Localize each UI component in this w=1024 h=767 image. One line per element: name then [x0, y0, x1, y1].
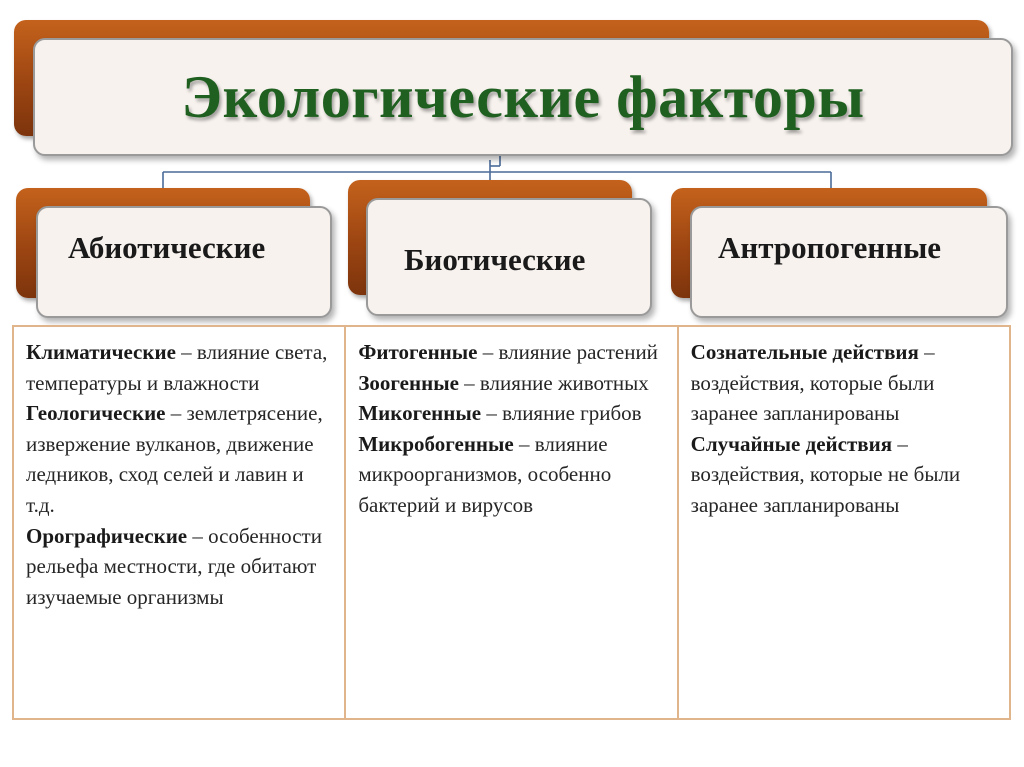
factor-description: – влияние животных	[458, 370, 649, 395]
factor-description: – воздействия, которые были заранее запланированы	[690, 340, 935, 426]
category-label-biotic: Биотические	[404, 242, 586, 277]
factor-description: – особенности рельефа местности, где обитают изучаемые организмы	[26, 523, 322, 609]
factor-term: Климатические	[26, 340, 176, 364]
list-item	[358, 429, 666, 521]
factor-term: Зоогенные	[358, 370, 459, 395]
factor-description: – влияние света, температуры и влажности	[26, 340, 328, 395]
factor-term: Фитогенные	[358, 340, 478, 364]
category-label-abiotic: Абиотические	[68, 230, 266, 265]
factor-term: Случайные действия	[690, 431, 893, 456]
column-anthropogenic	[677, 327, 1009, 718]
factors-table	[12, 325, 1011, 720]
factor-term: Геологические	[26, 401, 166, 426]
category-box-abiotic	[36, 206, 332, 318]
category-box-biotic	[366, 198, 652, 316]
list-item	[26, 337, 334, 398]
category-box-anthropogenic	[690, 206, 1008, 318]
title-box	[33, 38, 1013, 156]
column-biotic	[344, 327, 676, 718]
factor-term: Микробогенные	[358, 431, 514, 456]
list-item	[691, 429, 999, 521]
list-item	[358, 368, 666, 399]
factor-description: – воздействия, которые не были заранее запланированы	[690, 431, 961, 517]
list-item	[691, 337, 999, 429]
factor-description: – влияние грибов	[481, 401, 642, 426]
factor-description: – влияние микроорганизмов, особенно бактерий и вирусов	[358, 431, 612, 517]
list-item	[26, 398, 334, 520]
list-item	[358, 398, 666, 429]
diagram-title: Экологические факторы	[181, 63, 865, 130]
list-item	[358, 337, 666, 368]
list-item	[26, 521, 334, 613]
column-abiotic	[14, 327, 344, 718]
factor-term: Микогенные	[358, 401, 482, 426]
factor-term: Орографические	[26, 523, 188, 548]
factor-description: – землетрясение, извержение вулканов, движение ледников, сход селей и лавин и т.д.	[26, 401, 323, 517]
category-label-anthropogenic: Антропогенные	[718, 230, 942, 265]
factor-term: Сознательные действия	[690, 340, 919, 364]
factor-description: – влияние растений	[477, 340, 658, 364]
